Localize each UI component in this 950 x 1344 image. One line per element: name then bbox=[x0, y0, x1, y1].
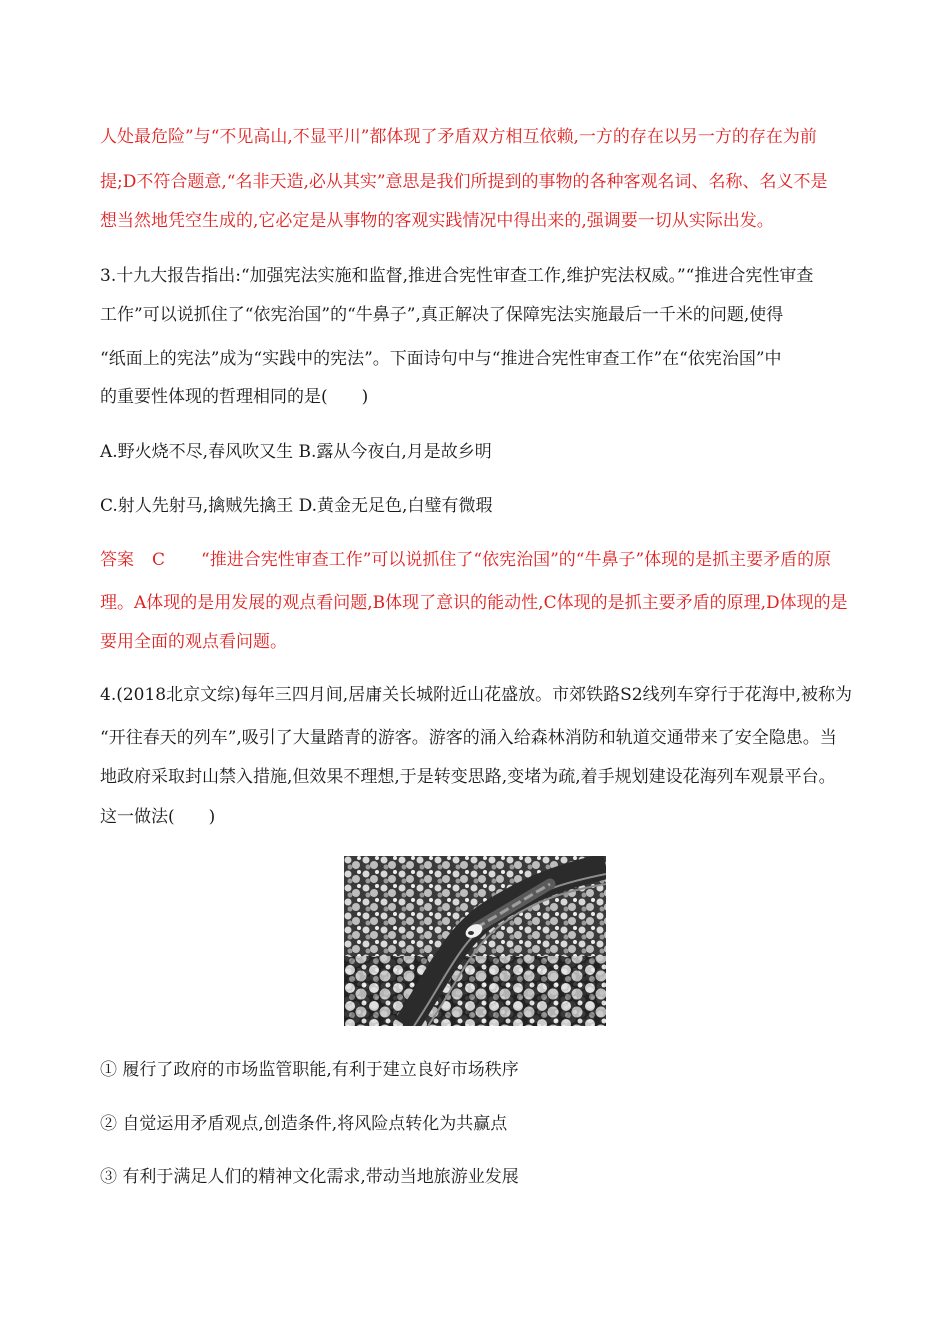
q3-options-ab: A.野火烧不尽,春风吹又生 B.露从今夜白,月是故乡明 bbox=[100, 442, 492, 462]
q3-stem-line-2: 工作”可以说抓住了“依宪治国”的“牛鼻子”,真正解决了保障宪法实施最后一千米的问题,使得 bbox=[100, 305, 784, 325]
q3-options-cd: C.射人先射马,擒贼先擒王 D.黄金无足色,白璧有微瑕 bbox=[100, 496, 493, 516]
q3-answer-line-3: 要用全面的观点看问题。 bbox=[100, 632, 287, 652]
q4-item-2: ② 自觉运用矛盾观点,创造条件,将风险点转化为共赢点 bbox=[100, 1114, 508, 1134]
explanation-line-3: 想当然地凭空生成的,它必定是从事物的客观实践情况中得出来的,强调要一切从实际出发。 bbox=[100, 211, 774, 231]
answer-text-1: “推进合宪性审查工作”可以说抓住了“依宪治国”的“牛鼻子”体现的是抓主要矛盾的原 bbox=[201, 550, 832, 570]
q4-stem-line-2: “开往春天的列车”,吸引了大量踏青的游客。游客的涌入给森林消防和轨道交通带来了安全隐患。当 bbox=[100, 728, 837, 748]
q4-stem-line-3: 地政府采取封山禁入措施,但效果不理想,于是转变思路,变堵为疏,着手规划建设花海列车观景平台。 bbox=[100, 767, 836, 787]
q4-stem-line-1: 4.(2018北京文综)每年三四月间,居庸关长城附近山花盛放。市郊铁路S2线列车穿行于花海中,被称为 bbox=[100, 685, 853, 705]
answer-choice: C bbox=[152, 550, 166, 570]
q3-answer-line-1 bbox=[100, 549, 831, 571]
explanation-line-1: 人处最危险”与“不见高山,不显平川”都体现了矛盾双方相互依赖,一方的存在以另一方的存在为前 bbox=[100, 127, 817, 147]
q3-answer-line-2: 理。A体现的是用发展的观点看问题,B体现了意识的能动性,C体现的是抓主要矛盾的原理,D体现的是 bbox=[100, 593, 848, 613]
explanation-line-2: 提;D不符合题意,“名非天造,必从其实”意思是我们所提到的事物的各种客观名词、名称、名义不是 bbox=[100, 172, 828, 192]
q3-stem-line-1: 3.十九大报告指出:“加强宪法实施和监督,推进合宪性审查工作,维护宪法权威。”“推进合宪性审查 bbox=[100, 266, 814, 286]
train-photo-icon bbox=[344, 856, 606, 1026]
answer-label: 答案 bbox=[100, 550, 134, 570]
q4-stem-line-4: 这一做法( ) bbox=[100, 807, 216, 827]
q4-item-3: ③ 有利于满足人们的精神文化需求,带动当地旅游业发展 bbox=[100, 1167, 519, 1187]
q4-item-1: ① 履行了政府的市场监管职能,有利于建立良好市场秩序 bbox=[100, 1060, 519, 1080]
q3-stem-line-3: “纸面上的宪法”成为“实践中的宪法”。下面诗句中与“推进合宪性审查工作”在“依宪治国”中 bbox=[100, 349, 782, 369]
train-blossom-photo bbox=[344, 856, 606, 1026]
q3-stem-line-4: 的重要性体现的哲理相同的是( ) bbox=[100, 387, 369, 407]
